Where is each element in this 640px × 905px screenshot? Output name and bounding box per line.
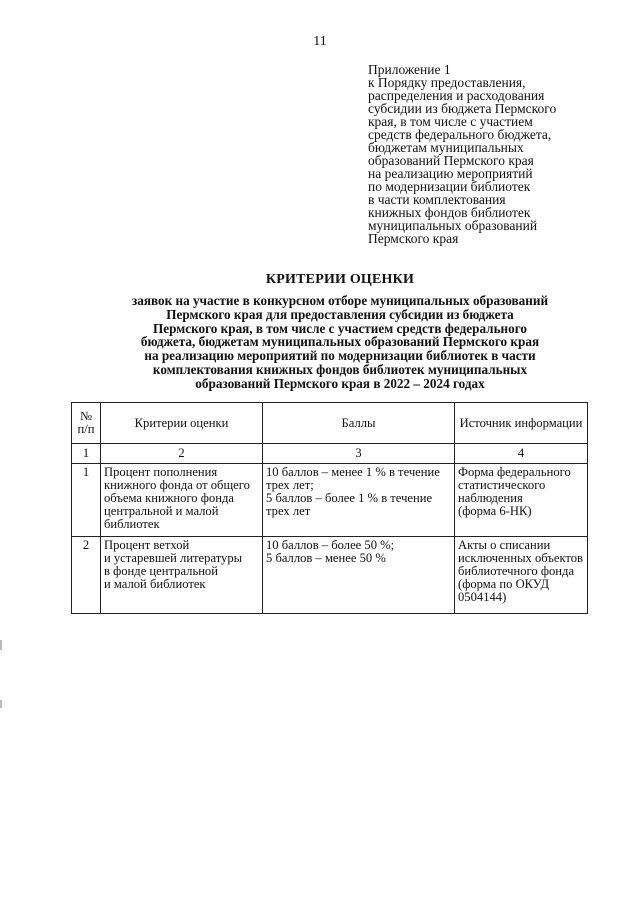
subtitle-line: Пермского края, в том числе с участием средств федерального bbox=[152, 320, 527, 336]
subtitle-line: на реализацию мероприятий по модернизации библиотек в части bbox=[144, 348, 536, 364]
appendix-line: по модернизации библиотек bbox=[368, 179, 531, 194]
cell-line: (форма по ОКУД bbox=[458, 577, 550, 591]
cell-line: и устаревшей литературы bbox=[104, 551, 243, 565]
appendix-line: муниципальных образований bbox=[368, 218, 538, 233]
cell-line: наблюдения bbox=[458, 491, 523, 505]
column-number: 3 bbox=[263, 444, 455, 464]
appendix-line: средств федерального бюджета, bbox=[368, 127, 552, 142]
cell-line: 10 баллов – менее 1 % в течение bbox=[266, 465, 440, 479]
header-num-line: № bbox=[79, 409, 93, 423]
subtitle-line: бюджета, бюджетам муниципальных образований Пермского края bbox=[140, 334, 540, 350]
cell-line: 0504144) bbox=[458, 590, 507, 604]
column-number: 4 bbox=[455, 444, 588, 464]
subtitle-line: Пермского края для предоставления субсидии из бюджета bbox=[166, 306, 514, 322]
column-number: 2 bbox=[101, 444, 263, 464]
document-subtitle bbox=[80, 294, 600, 391]
header-score: Баллы bbox=[263, 403, 455, 444]
row-score bbox=[263, 464, 455, 537]
row-number: 1 bbox=[72, 464, 101, 537]
cell-line: библиотек bbox=[104, 517, 160, 531]
column-number-row bbox=[72, 444, 588, 464]
table-row bbox=[72, 537, 588, 614]
row-criterion bbox=[101, 464, 263, 537]
header-num bbox=[72, 403, 101, 444]
cell-line: 5 баллов – более 1 % в течение bbox=[266, 491, 433, 505]
scan-edge-mark bbox=[0, 640, 2, 650]
header-criterion: Критерии оценки bbox=[101, 403, 263, 444]
appendix-line: образований Пермского края bbox=[368, 153, 534, 168]
cell-line: Процент ветхой bbox=[104, 538, 190, 552]
row-number: 2 bbox=[72, 537, 101, 614]
cell-line: объема книжного фонда bbox=[104, 491, 234, 505]
appendix-note bbox=[368, 63, 598, 245]
row-source bbox=[455, 537, 588, 614]
cell-line: статистического bbox=[458, 478, 546, 492]
subtitle-line: заявок на участие в конкурсном отборе муниципальных образований bbox=[131, 293, 549, 308]
subtitle-line: образований Пермского края в 2022 – 2024 годах bbox=[195, 375, 485, 391]
cell-line: 5 баллов – менее 50 % bbox=[266, 551, 386, 565]
cell-line: Форма федерального bbox=[458, 465, 571, 479]
subtitle-line: комплектования книжных фондов библиотек муниципальных bbox=[152, 361, 528, 377]
appendix-line: на реализацию мероприятий bbox=[368, 166, 533, 181]
cell-line: и малой библиотек bbox=[104, 577, 206, 591]
appendix-line: Пермского края bbox=[368, 231, 459, 246]
cell-line: центральной и малой bbox=[104, 504, 219, 518]
row-score bbox=[263, 537, 455, 614]
cell-line: (форма 6-НК) bbox=[458, 504, 532, 518]
appendix-line: края, в том числе с участием bbox=[368, 114, 533, 129]
appendix-line: распределения и расходования bbox=[368, 88, 545, 103]
page-number: 11 bbox=[313, 34, 327, 49]
cell-line: трех лет; bbox=[266, 478, 314, 492]
appendix-line: к Порядку предоставления, bbox=[368, 75, 526, 90]
header-num-line: п/п bbox=[77, 422, 95, 436]
cell-line: в фонде центральной bbox=[104, 564, 218, 578]
header-source: Источник информации bbox=[455, 403, 588, 444]
row-criterion bbox=[101, 537, 263, 614]
cell-line: Процент пополнения bbox=[104, 465, 218, 479]
cell-line: библиотечного фонда bbox=[458, 564, 575, 578]
appendix-line: в части комплектования bbox=[368, 192, 506, 207]
table-header-row bbox=[72, 403, 588, 444]
cell-line: книжного фонда от общего bbox=[104, 478, 250, 492]
appendix-line: Приложение 1 bbox=[368, 62, 451, 77]
appendix-line: бюджетам муниципальных bbox=[368, 140, 524, 155]
cell-line: 10 баллов – более 50 %; bbox=[266, 538, 395, 552]
appendix-line: книжных фондов библиотек bbox=[368, 205, 531, 220]
appendix-line: субсидии из бюджета Пермского bbox=[368, 101, 557, 116]
criteria-table bbox=[71, 402, 588, 614]
cell-line: трех лет bbox=[266, 504, 311, 518]
document-title: КРИТЕРИИ ОЦЕНКИ bbox=[265, 272, 415, 287]
cell-line: Акты о списании bbox=[458, 538, 551, 552]
scan-edge-mark bbox=[0, 700, 2, 708]
row-source bbox=[455, 464, 588, 537]
column-number: 1 bbox=[72, 444, 101, 464]
table-row bbox=[72, 464, 588, 537]
cell-line: исключенных объектов bbox=[458, 551, 583, 565]
